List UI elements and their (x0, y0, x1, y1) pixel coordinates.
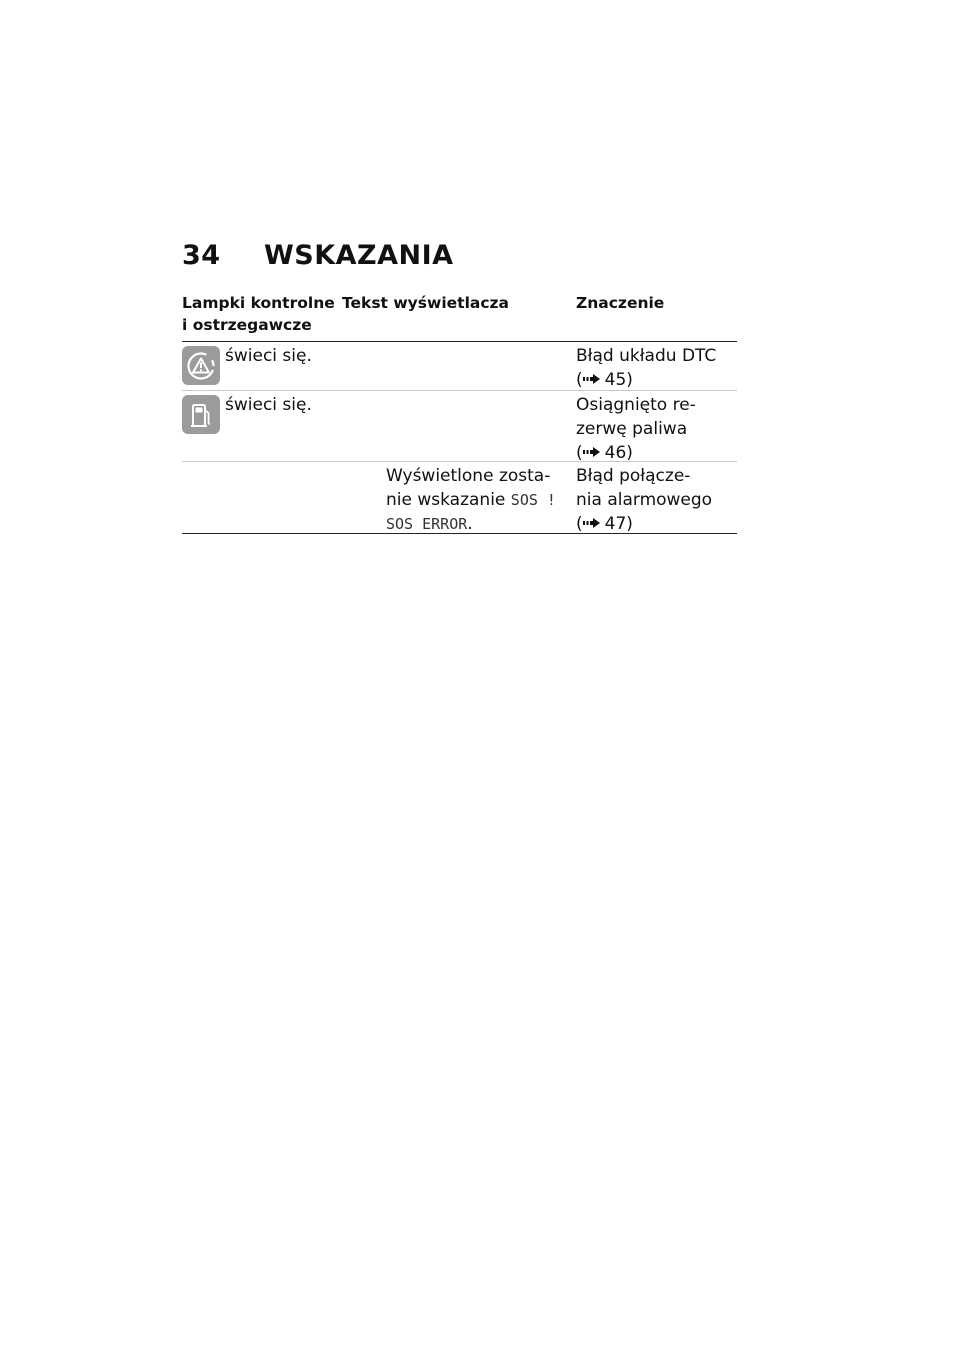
page-number: 34 (182, 240, 221, 271)
column-header-lamps (182, 292, 342, 336)
meaning-line: zerwę paliwa (576, 419, 688, 439)
table-row (182, 391, 737, 462)
dtc-warning-icon (182, 346, 220, 385)
page-ref-number: 46 (604, 443, 627, 463)
column-header-lamps-line2: i ostrzegawcze (182, 316, 312, 334)
page-reference: ( 46) (576, 443, 633, 463)
page-reference: ( 45) (576, 370, 633, 390)
lamp-status-text: świeci się. (225, 395, 312, 415)
page-ref-number: 45 (604, 370, 627, 390)
display-text-line (386, 488, 577, 512)
display-code-sos-error: SOS ERROR (386, 515, 468, 533)
page-ref-arrow-icon (583, 373, 603, 385)
page-ref-number: 47 (604, 514, 627, 534)
meaning-line: Błąd układu DTC (576, 346, 717, 366)
meaning-line: nia alarmowego (576, 490, 713, 510)
page-ref-arrow-icon (583, 517, 603, 529)
column-header-text: Tekst wyświetlacza (342, 294, 510, 312)
table-header-row (182, 292, 737, 342)
fuel-reserve-icon (182, 395, 220, 434)
table-row (182, 342, 737, 391)
indicator-table (182, 292, 737, 534)
lamp-cell (182, 346, 342, 385)
display-code-sos: SOS ! (510, 491, 556, 509)
lamp-cell (182, 395, 342, 434)
page-title: WSKAZANIA (264, 240, 454, 271)
display-text-cell (342, 464, 577, 536)
display-text-line: Wyświetlone zosta- (386, 466, 551, 486)
column-header-meaning: Znaczenie (576, 294, 665, 312)
table-row (182, 462, 737, 534)
display-text-prefix: nie wskazanie (386, 490, 511, 510)
page-ref-arrow-icon (583, 446, 603, 458)
meaning-cell (576, 464, 737, 536)
display-text-suffix: . (467, 514, 473, 534)
meaning-cell (576, 344, 737, 392)
page-header (182, 240, 454, 280)
meaning-line: Błąd połącze- (576, 466, 691, 486)
display-text-line (386, 512, 577, 536)
meaning-line: Osiągnięto re- (576, 395, 696, 415)
page-reference: ( 47) (576, 514, 633, 534)
lamp-status-text: świeci się. (225, 346, 312, 366)
column-header-lamps-line1: Lampki kontrolne (182, 294, 335, 312)
meaning-cell (576, 393, 737, 465)
